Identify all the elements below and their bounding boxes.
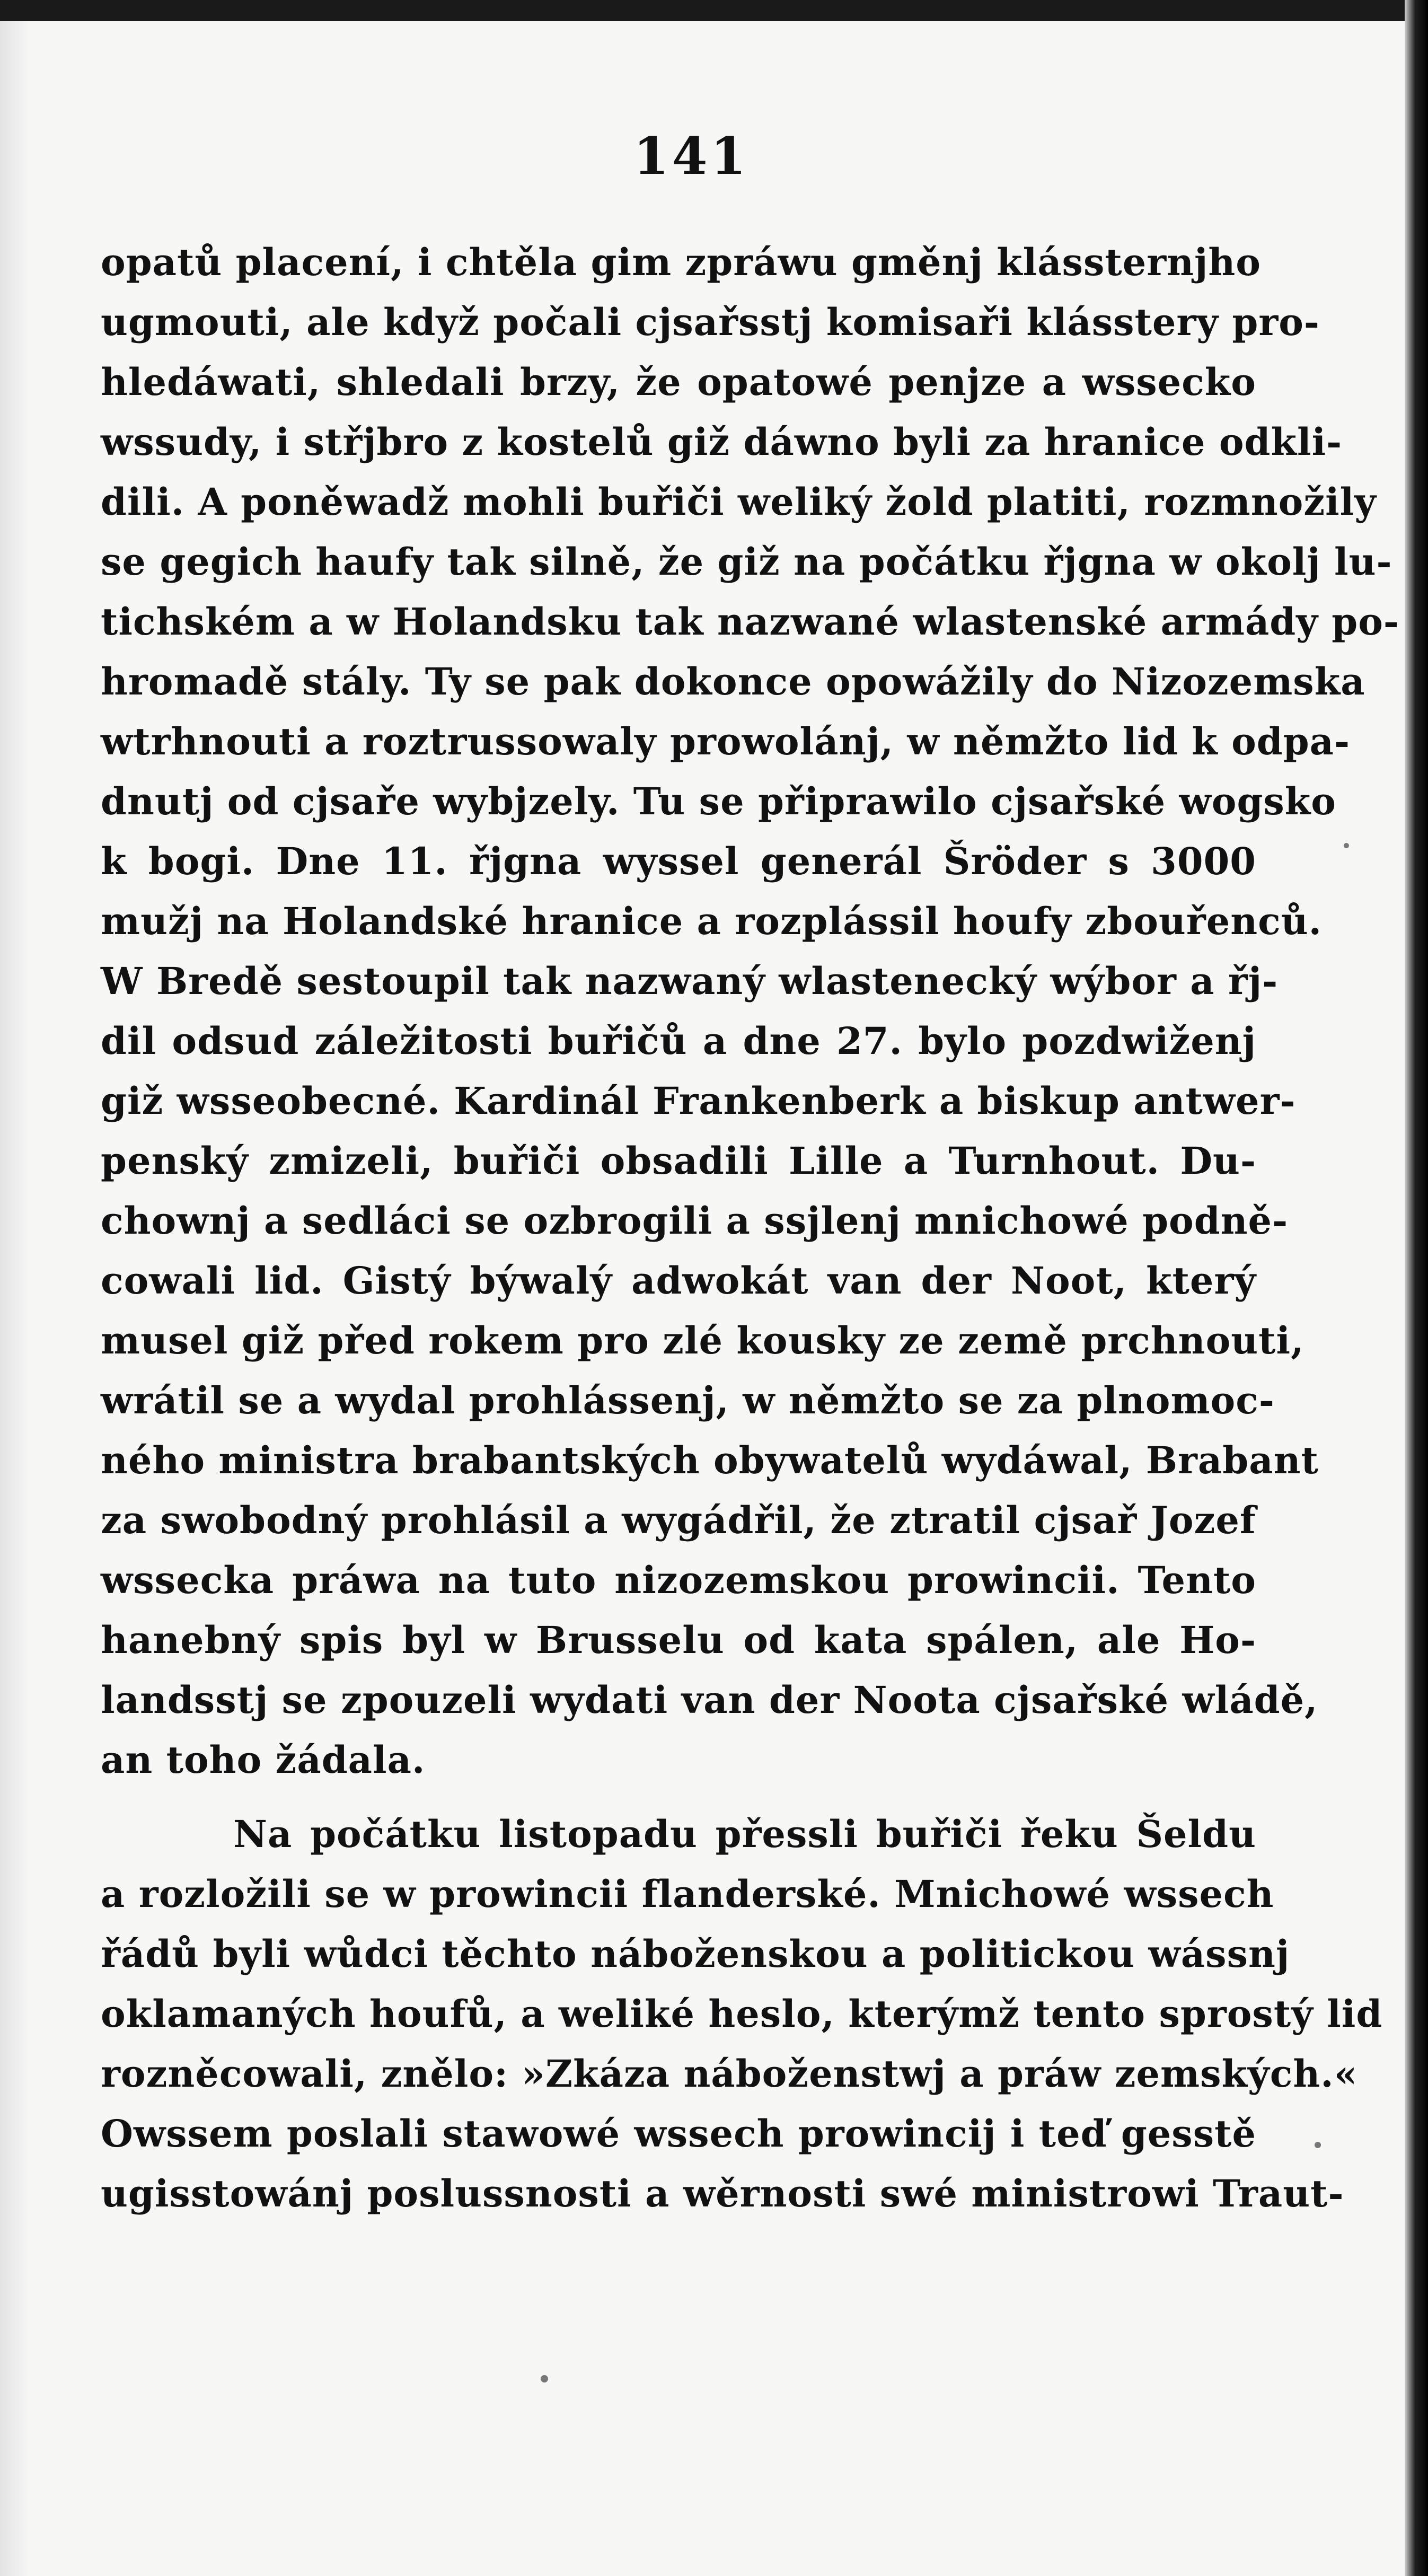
text-line: a rozložili se w prowincii flanderské. Mnichowé wssech [101,1872,1274,1916]
text-line: ugisstowánj poslussnosti a wěrnosti swé ministrowi Traut- [101,2171,1344,2215]
text-line: k bogi. Dne 11. řjgna wyssel generál Šröder s 3000 [101,839,1256,883]
text-line: dil odsud záležitosti buřičů a dne 27. bylo pozdwiženj [101,1019,1256,1063]
text-line: rozněcowali, znělo: »Zkáza náboženstwj a práw zemských.« [101,2052,1358,2096]
text-line: cowali lid. Gistý býwalý adwokát van der Noot, který [101,1259,1256,1303]
text-line: hledáwati, shledali brzy, že opatowé penjze a wssecko [101,360,1256,404]
text-line: penský zmizeli, buřiči obsadili Lille a Turnhout. Du- [101,1139,1256,1183]
page-gutter-shadow [0,21,32,2576]
scan-speck [541,2375,548,2382]
text-line: musel giž před rokem pro zlé kousky ze země prchnouti, [101,1318,1304,1362]
text-line: wtrhnouti a roztrussowaly prowolánj, w němžto lid k odpa- [101,719,1351,763]
text-line: Owssem poslali stawowé wssech prowincij i teď gesstě [101,2112,1256,2156]
text-line: wssecka práwa na tuto nizozemskou prowincii. Tento [101,1558,1256,1602]
text-line: tichském a w Holandsku tak nazwané wlastenské armády po- [101,600,1399,644]
text-line: landsstj se zpouzeli wydati van der Noota cjsařské wládě, [101,1678,1318,1722]
text-line: řádů byli wůdci těchto náboženskou a politickou wássnj [101,1932,1290,1976]
text-line: oklamaných houfů, a weliké heslo, kterýmž tento sprostý lid [101,1992,1383,2036]
text-line: ného ministra brabantských obywatelů wydáwal, Brabant [101,1438,1319,1482]
text-line: an toho žádala. [101,1738,426,1782]
text-line: ugmouti, ale když počali cjsařsstj komisaři klásstery pro- [101,300,1320,344]
text-line: wssudy, i střjbro z kostelů giž dáwno byli za hranice odkli- [101,420,1343,464]
scan-top-edge [0,0,1428,21]
text-line: dili. A poněwadž mohli buřiči weliký žold platiti, rozmnožily [101,480,1377,524]
text-line: mužj na Holandské hranice a rozplássil houfy zbouřenců. [101,899,1323,943]
text-line: opatů placení, i chtěla gim zpráwu gměnj klássternjho [101,240,1261,284]
scan-speck [1315,2142,1321,2148]
text-line: wrátil se a wydal prohlássenj, w němžto se za plnomoc- [101,1378,1275,1422]
scan-speck [1344,843,1349,848]
text-line: Na počátku listopadu přessli buřiči řeku Šeldu [233,1812,1256,1856]
text-line: hromadě stály. Ty se pak dokonce opowážily do Nizozemska [101,660,1365,704]
text-line: W Bredě sestoupil tak nazwaný wlastenecký wýbor a řj- [101,959,1279,1003]
page-number: 141 [633,126,750,186]
text-line: se gegich haufy tak silně, že giž na počátku řjgna w okolj lu- [101,540,1392,584]
text-line: dnutj od cjsaře wybjzely. Tu se připrawilo cjsařské wogsko [101,779,1336,823]
text-line: giž wsseobecné. Kardinál Frankenberk a biskup antwer- [101,1079,1296,1123]
scan-right-edge [1405,0,1428,2576]
text-line: za swobodný prohlásil a wygádřil, že ztratil cjsař Jozef [101,1498,1256,1542]
text-line: chownj a sedláci se ozbrogili a ssjlenj mnichowé podně- [101,1199,1289,1243]
text-line: hanebný spis byl w Brusselu od kata spálen, ale Ho- [101,1618,1256,1662]
